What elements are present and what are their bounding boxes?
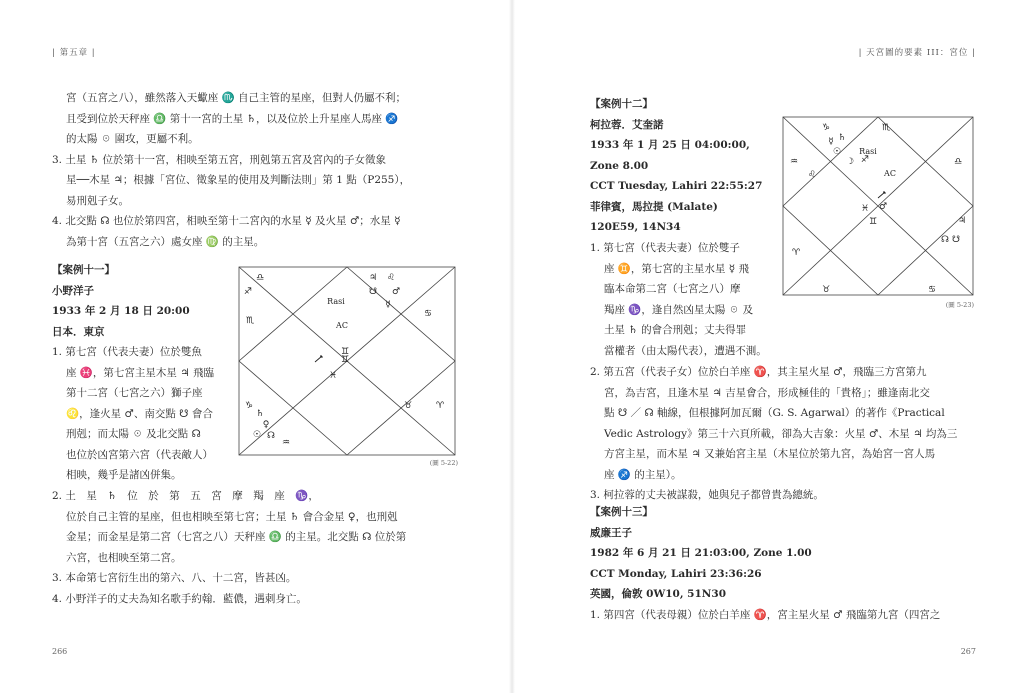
text-line: 也位於凶宮第六宮（代表敵人） xyxy=(66,448,213,461)
chart-glyph: ♊ xyxy=(868,217,878,227)
text-line: 座 ♊，第七宮的主星水星 ☿ 飛 xyxy=(604,262,750,275)
running-header-right: | 天宮圖的要素 III：宮位 | xyxy=(858,48,976,58)
text-line: 當權者（由太陽代表），遭遇不測。 xyxy=(604,344,767,357)
text-line: 座 ♓，第七宮主星木星 ♃ 飛臨 xyxy=(66,366,214,379)
list-item: 4. 北交點 ☊ 也位於第四宮，相映至第十二宮內的水星 ☿ 及火星 ♂；水星 ☿ xyxy=(52,215,401,227)
text-block-top xyxy=(52,88,452,252)
chart-glyph: ♓ xyxy=(860,204,870,214)
chart-glyph: ♏ xyxy=(245,316,255,326)
chart-glyph: ☊ xyxy=(267,431,275,441)
text-line: 位於自己主管的星座，但也相映至第七宮；土星 ♄ 會合金星 ♀，也刑剋 xyxy=(66,510,398,523)
case-name: 威廉王子 xyxy=(590,526,632,539)
list-item: 2. 第五宮（代表子女）位於白羊座 ♈，其主星火星 ♂，飛臨三方宮第九 xyxy=(590,366,927,378)
case-12-header xyxy=(590,94,790,238)
text-line: 相映，幾乎是諸凶併集。 xyxy=(66,469,182,481)
case-date: 1933 年 1 月 25 日 04:00:00, xyxy=(590,139,750,151)
chart-glyph: ☋ xyxy=(369,287,377,297)
text-line: 且受到位於天秤座 ♎ 第十一宮的土星 ♄，以及位於上升星座人馬座 ♐ xyxy=(66,112,399,125)
chart-glyph: ♄ xyxy=(255,409,265,419)
case-name: 小野洋子 xyxy=(52,284,94,297)
list-item: 3. 柯拉蓉的丈夫被謀殺，她與兒子都曾貴為總統。 xyxy=(590,489,824,501)
right-page xyxy=(512,0,1024,693)
text-line: ♌，逢火星 ♂、南交點 ☋ 會合 xyxy=(66,407,213,420)
case-zone: Zone 8.00 xyxy=(590,159,649,172)
case-place: 英國，倫敦 0W10, 51N30 xyxy=(590,588,726,600)
chart-glyph: ☿ xyxy=(385,300,391,310)
case-coords: 120E59, 14N34 xyxy=(590,221,681,233)
case-12-continued xyxy=(590,362,990,506)
figure-caption: (圖 5-23) xyxy=(945,301,974,309)
chart-glyph: ♏ xyxy=(881,123,891,133)
chart-glyph: ♉ xyxy=(403,401,413,411)
chart-glyph: ♎ xyxy=(255,273,265,283)
text-line: 土星 ♄ 的會合刑剋；丈夫得罪 xyxy=(604,324,747,336)
case-place: 日本．東京 xyxy=(52,325,105,338)
chart-glyph: ♈ xyxy=(435,401,445,411)
birth-chart-5-23 xyxy=(782,116,974,309)
chart-glyph: ♈ xyxy=(791,248,801,258)
chart-grid xyxy=(238,266,456,456)
chart-glyph: ♋ xyxy=(423,309,433,319)
chart-glyph: ♀ xyxy=(262,420,270,430)
case-title: 【案例十三】 xyxy=(590,506,653,518)
chart-glyph: ♓ xyxy=(328,371,338,381)
text-line: 刑剋；而太陽 ☉ 及北交點 ☊ xyxy=(66,428,201,440)
case-date: 1982 年 6 月 21 日 21:03:00, Zone 1.00 xyxy=(590,547,812,559)
case-12-body xyxy=(590,238,782,361)
running-header-left: | 第五章 | xyxy=(52,48,96,58)
chart-glyph: ♂ xyxy=(878,202,888,212)
text-line: 臨本命第二宮（七宮之八）摩 xyxy=(604,283,741,295)
list-item: 1. 第七宮（代表夫妻）位於雙魚 xyxy=(52,346,202,358)
chart-glyph: ☿ xyxy=(828,137,834,147)
chart-asc-label: AC xyxy=(336,321,348,330)
list-item: 3. 本命第七宮衍生出的第六、八、十二宮，皆甚凶。 xyxy=(52,572,297,584)
list-item: 2. 土 星 ♄ 位 於 第 五 宮 摩 羯 座 ♑， xyxy=(52,490,319,502)
chart-glyph: ☉ xyxy=(832,147,842,157)
chart-glyph: ♒ xyxy=(281,438,291,448)
page-number-left: 266 xyxy=(52,647,68,656)
text-line: 方宮主星，而木星 ♃ 又兼始宮主星（木星位於第九宮，為始宮一宮人馬 xyxy=(604,448,936,460)
chart-glyph: ♑ xyxy=(821,123,831,133)
text-line: 第十二宮（七宮之六）獅子座 xyxy=(66,387,203,399)
text-line: 的太陽 ☉ 圍攻，更屬不利。 xyxy=(66,133,199,145)
chart-glyph: ♒ xyxy=(789,157,799,167)
text-line: 六宮，也相映至第二宮。 xyxy=(66,551,182,564)
text-line: 宮，為吉宮，且逢木星 ♃ 吉星會合，形成極佳的「貴格」；雖逢南北交 xyxy=(604,386,930,399)
case-title: 【案例十二】 xyxy=(590,98,653,110)
list-item: 4. 小野洋子的丈夫為知名歌手約翰．藍儂，遇刺身亡。 xyxy=(52,592,307,605)
chart-glyph: ♌ xyxy=(807,170,817,180)
list-item: 1. 第四宮（代表母親）位於白羊座 ♈，宮主星火星 ♂ 飛臨第九宮（四宮之 xyxy=(590,608,941,621)
case-13 xyxy=(590,502,990,625)
chart-glyph: ☉ xyxy=(252,430,262,440)
text-line: 星──木星 ♃；根據「宮位、徵象星的使用及判斷法則」第 1 點（P255）， xyxy=(66,174,411,186)
figure-caption: (圖 5-22) xyxy=(429,459,458,467)
text-line: 金星；而金星是第二宮（七宮之八）天秤座 ♎ 的主星。北交點 ☊ 位於第 xyxy=(66,531,407,543)
list-item: 1. 第七宮（代表夫妻）位於雙子 xyxy=(590,242,740,254)
chart-glyph: ♃ xyxy=(957,216,967,226)
text-line: 羯座 ♑，逢自然凶星太陽 ☉ 及 xyxy=(604,303,754,316)
chart-asc-label: AC xyxy=(884,169,896,178)
text-line: 宮（五宮之八），雖然落入天蠍座 ♏ 自己主管的星座，但對人仍屬不利； xyxy=(66,92,406,104)
text-line: 座 ♐ 的主星）。 xyxy=(604,468,682,481)
birth-chart-5-22 xyxy=(238,266,458,467)
case-cct: CCT Monday, Lahiri 23:36:26 xyxy=(590,567,762,580)
case-place: 菲律賓，馬拉提 (Malate) xyxy=(590,200,718,213)
chart-glyph: ♊ xyxy=(340,355,350,365)
chart-glyph: ♊ xyxy=(340,347,350,357)
case-11-header xyxy=(52,260,232,342)
chart-glyph: ♐ xyxy=(860,155,870,165)
chart-glyph: ♂ xyxy=(391,287,401,297)
chart-glyph: ♄ xyxy=(837,133,847,143)
chart-glyph: ♉ xyxy=(821,285,831,295)
text-line: 為第十宮（五宮之六）處女座 ♍ 的主星。 xyxy=(66,235,265,248)
case-name: 柯拉蓉．艾奎諾 xyxy=(590,118,664,131)
case-date: 1933 年 2 月 18 日 20:00 xyxy=(52,305,190,317)
text-line: 易刑剋子女。 xyxy=(66,194,129,207)
case-11-body xyxy=(52,342,232,486)
chart-glyph: ♎ xyxy=(953,157,963,167)
chart-glyph: ☽ xyxy=(845,157,855,167)
chart-glyph: ♋ xyxy=(927,285,937,295)
text-line: Vedic Astrology》第三十六頁所載，卻為大吉象：火星 ♂、木星 ♃ 均為三 xyxy=(604,427,958,440)
case-11-continued xyxy=(52,486,462,609)
chart-center-label: Rasi xyxy=(327,297,345,306)
chart-glyph: ♌ xyxy=(386,273,396,283)
chart-glyph: ♑ xyxy=(244,401,254,411)
case-title: 【案例十一】 xyxy=(52,264,115,276)
chart-glyph: ♃ xyxy=(368,273,378,283)
chart-glyph: ☋ xyxy=(952,235,960,245)
list-item: 3. 土星 ♄ 位於第十一宮，相映至第五宮，刑剋第五宮及宮內的子女徵象 xyxy=(52,153,386,166)
chart-grid xyxy=(782,116,974,296)
chart-glyph: ☊ xyxy=(941,235,949,245)
case-cct: CCT Tuesday, Lahiri 22:55:27 xyxy=(590,180,763,192)
chart-glyph: ♐ xyxy=(243,287,253,297)
chart-center-label: Rasi xyxy=(859,147,877,156)
page-number-right: 267 xyxy=(960,647,976,656)
text-line: 點 ☋ ／ ☊ 軸線，但根據阿加瓦爾（G. S. Agarwal）的著作《Practical xyxy=(604,407,945,419)
